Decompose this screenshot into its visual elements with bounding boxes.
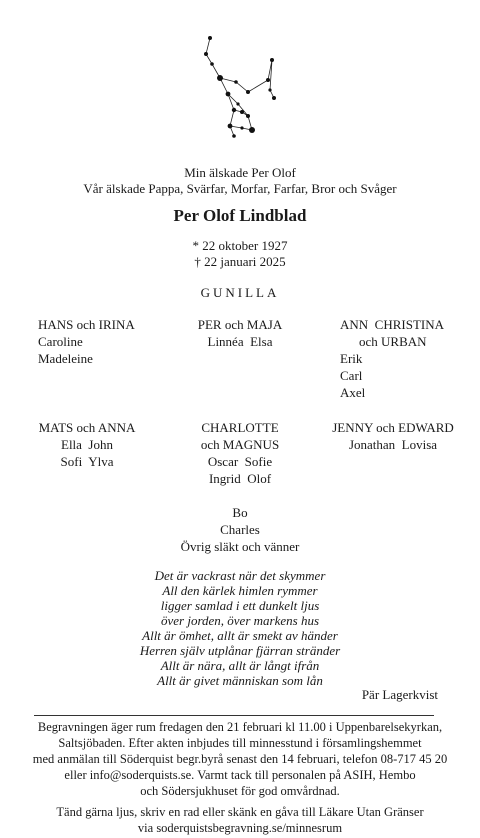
family-line: Ella John	[61, 437, 113, 452]
spouse-name: GUNILLA	[200, 285, 280, 300]
family-line: och MAGNUS	[200, 437, 280, 452]
poem-author: Pär Lagerkvist	[361, 687, 438, 702]
other-mourners	[0, 505, 480, 556]
birth-date: * 22 oktober 1927	[192, 238, 288, 253]
dates	[0, 238, 480, 270]
divider	[34, 715, 434, 716]
orion-constellation-icon	[190, 30, 290, 150]
family-mats-anna	[30, 420, 144, 471]
family-jenny-edward	[326, 420, 460, 454]
family-line: Sofi Ylva	[60, 454, 114, 469]
family-line: Carl	[340, 368, 363, 383]
donation-line: Tänd gärna ljus, skriv en rad eller skänk en gåva till Läkare Utan Gränser	[56, 805, 424, 819]
poem-line: Allt är ömhet, allt är smekt av händer	[142, 628, 338, 643]
intro-line: Min älskade Per Olof	[184, 165, 296, 180]
family-hans-irina	[38, 317, 135, 368]
notice-line: och Södersjukhuset för god omvårdnad.	[140, 784, 340, 798]
intro-line: Vår älskade Pappa, Svärfar, Morfar, Farfar, Bror och Svåger	[83, 181, 397, 196]
family-line: Axel	[340, 385, 366, 400]
family-line: CHARLOTTE	[201, 420, 279, 435]
family-ann-christina-urban	[340, 317, 444, 402]
death-date: † 22 januari 2025	[194, 254, 286, 269]
poem-line: Herren själv utplånar fjärran stränder	[139, 643, 341, 658]
family-charlotte-magnus	[180, 420, 300, 488]
family-line: Erik	[340, 351, 363, 366]
notice-line: eller info@soderquists.se. Varmt tack till personalen på ASIH, Hembo	[64, 768, 416, 782]
funeral-notice	[20, 719, 460, 836]
notice-line: Begravningen äger rum fredagen den 21 februari kl 11.00 i Uppenbarelsekyrkan,	[37, 720, 443, 734]
family-line: Madeleine	[38, 351, 93, 366]
family-line: Caroline	[38, 334, 83, 349]
family-line: MATS och ANNA	[38, 420, 136, 435]
intro-text	[0, 165, 480, 197]
family-line: Jonathan Lovisa	[348, 437, 438, 452]
mourner-line: Charles	[220, 522, 260, 537]
poem	[0, 568, 480, 688]
donation-line: via soderquistsbegravning.se/minnesrum	[137, 821, 343, 835]
poem-line: Det är vackrast när det skymmer	[154, 568, 326, 583]
family-line: Ingrid Olof	[208, 471, 272, 486]
family-line: HANS och IRINA	[38, 317, 135, 332]
poem-line: All den kärlek himlen rymmer	[162, 583, 318, 598]
family-per-maja	[180, 317, 300, 351]
family-line: och URBAN	[359, 334, 427, 349]
notice-line: med anmälan till Söderquist begr.byrå senast den 14 februari, telefon 08-717 45 20	[32, 752, 448, 766]
family-line: JENNY och EDWARD	[332, 420, 454, 435]
family-line: Linnéa Elsa	[207, 334, 273, 349]
notice-line: Saltsjöbaden. Efter akten inbjudes till minnesstund i församlingshemmet	[58, 736, 422, 750]
deceased-name: Per Olof Lindblad	[173, 206, 307, 225]
poem-line: Allt är nära, allt är långt ifrån	[160, 658, 320, 673]
mourner-line: Övrig släkt och vänner	[180, 539, 300, 554]
family-line: Oscar Sofie	[207, 454, 273, 469]
family-line: PER och MAJA	[197, 317, 283, 332]
family-line: ANN CHRISTINA	[340, 317, 444, 332]
poem-line: Allt är givet människan som lån	[157, 673, 323, 688]
poem-line: ligger samlad i ett dunkelt ljus	[160, 598, 320, 613]
mourner-line: Bo	[232, 505, 248, 520]
poem-line: över jorden, över markens hus	[160, 613, 319, 628]
